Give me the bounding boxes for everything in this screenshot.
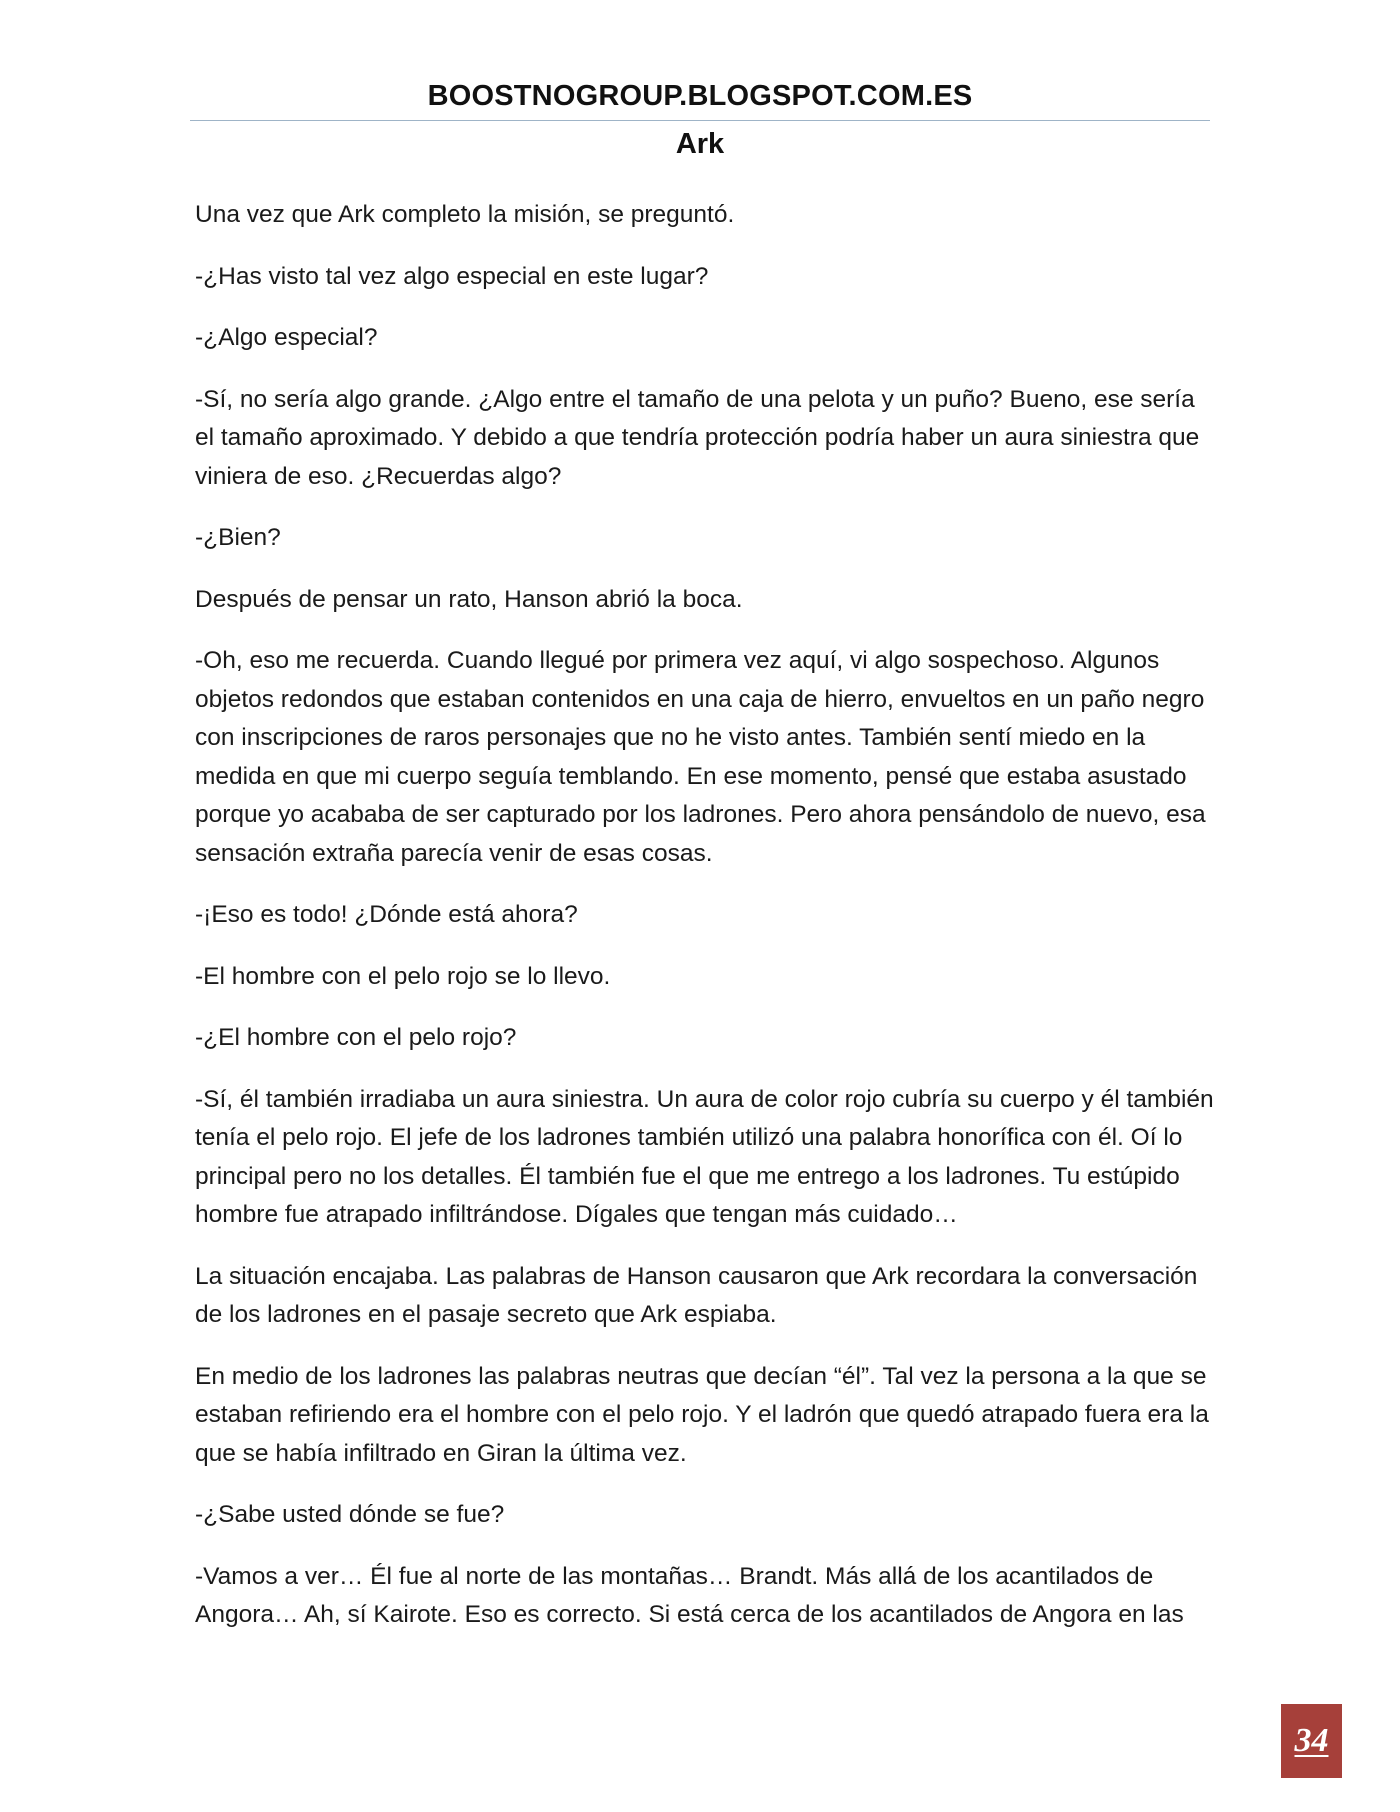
paragraph: -¿El hombre con el pelo rojo? xyxy=(195,1024,517,1051)
paragraph: La situación encajaba. Las palabras de Hanson causaron que Ark recordara la conversación de los ladrones en el pasaje secreto que Ark espiaba. xyxy=(195,1262,1198,1328)
chapter-title: Ark xyxy=(675,128,725,160)
page-number: 34 xyxy=(1294,1722,1329,1759)
paragraph: Una vez que Ark completo la misión, se preguntó. xyxy=(195,201,735,228)
paragraph: -¿Algo especial? xyxy=(195,324,378,351)
paragraph: -¿Has visto tal vez algo especial en este lugar? xyxy=(195,262,709,290)
paragraph: -¿Bien? xyxy=(195,524,281,551)
paragraph: -¡Eso es todo! ¿Dónde está ahora? xyxy=(195,901,578,928)
page-number-badge xyxy=(1281,1704,1342,1778)
paragraph: -Sí, no sería algo grande. ¿Algo entre el tamaño de una pelota y un puño? Bueno, ese sería el tamaño aproximado. Y debido a que tendría protección podría haber un aura siniestra que viniera de eso. ¿Recuerdas algo? xyxy=(195,385,1200,490)
paragraph: En medio de los ladrones las palabras neutras que decían “él”. Tal vez la persona a la que se estaban refiriendo era el hombre con el pelo rojo. Y el ladrón que quedó atrapado fuera era la que se había infiltrado en Giran la última vez. xyxy=(195,1362,1209,1467)
body-text xyxy=(195,196,1215,1658)
paragraph: -El hombre con el pelo rojo se lo llevo. xyxy=(195,962,611,990)
paragraph: -¿Sabe usted dónde se fue? xyxy=(195,1501,505,1528)
paragraph: -Sí, él también irradiaba un aura siniestra. Un aura de color rojo cubría su cuerpo y él también tenía el pelo rojo. El jefe de los ladrones también utilizó una palabra honorífica con él. Oí lo principal pero no los detalles. Él también fue el que me entrego a los ladrones. Tu estúpido hombre fue atrapado infiltrándose. Dígales que tengan más cuidado… xyxy=(195,1085,1214,1228)
paragraph: -Vamos a ver… Él fue al norte de las montañas… Brandt. Más allá de los acantilados de Angora… Ah, sí Kairote. Eso es correcto. Si está cerca de los acantilados de Angora en las xyxy=(195,1562,1184,1628)
paragraph: -Oh, eso me recuerda. Cuando llegué por primera vez aquí, vi algo sospechoso. Algunos objetos redondos que estaban contenidos en una caja de hierro, envueltos en un paño negro con inscripciones de raros personajes que no he visto antes. También sentí miedo en la medida en que mi cuerpo seguía temblando. En ese momento, pensé que estaba asustado porque yo acababa de ser capturado por los ladrones. Pero ahora pensándolo de nuevo, esa sensación extraña parecía venir de esas cosas. xyxy=(195,647,1206,867)
paragraph: Después de pensar un rato, Hanson abrió la boca. xyxy=(195,585,743,613)
site-header: BOOSTNOGROUP.BLOGSPOT.COM.ES xyxy=(427,80,973,112)
header-divider xyxy=(190,120,1210,121)
